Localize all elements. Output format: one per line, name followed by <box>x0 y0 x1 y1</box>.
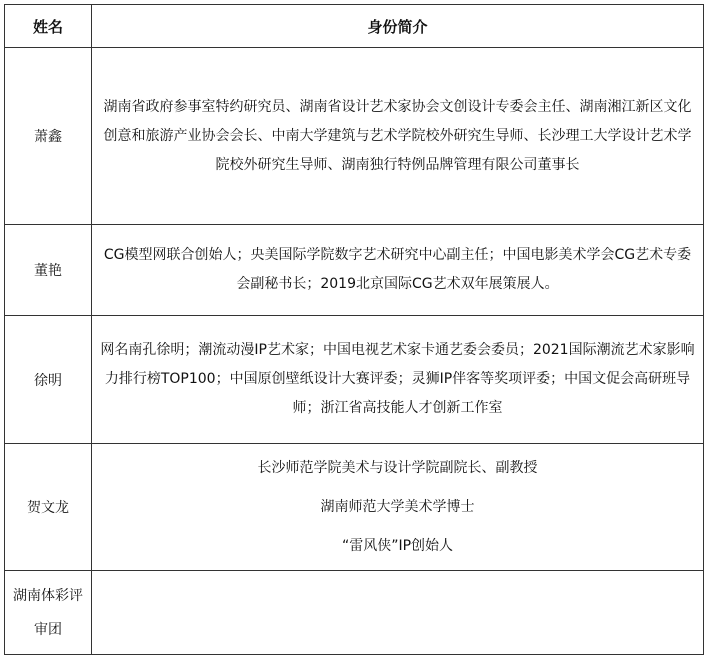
table-header-row <box>5 5 704 48</box>
table-row <box>5 571 704 655</box>
jury-table <box>4 4 704 655</box>
member-bio: 网名南孔徐明；潮流动漫IP艺术家；中国电视艺术家卡通艺委会委员；2021国际潮流艺术家影响力排行榜TOP100；中国原创壁纸设计大赛评委；灵狮IP伴客等奖项评委；中国文促会高研班导师；浙江省高技能人才创新工作室 <box>92 316 704 444</box>
member-bio <box>92 444 704 571</box>
member-bio: CG模型网联合创始人；央美国际学院数字艺术研究中心副主任；中国电影美术学会CG艺术专委会副秘书长；2019北京国际CG艺术双年展策展人。 <box>92 225 704 316</box>
member-bio: 湖南省政府参事室特约研究员、湖南省设计艺术家协会文创设计专委会主任、湖南湘江新区文化创意和旅游产业协会会长、中南大学建筑与艺术学院校外研究生导师、长沙理工大学设计艺术学院校外研究生导师、湖南独行特例品牌管理有限公司董事长 <box>92 48 704 225</box>
header-name: 姓名 <box>5 5 92 48</box>
member-name: 湖南体彩评审团 <box>5 571 92 655</box>
member-name: 徐明 <box>5 316 92 444</box>
table-row <box>5 316 704 444</box>
member-bio <box>92 571 704 655</box>
bio-line: “雷风侠”IP创始人 <box>341 537 454 554</box>
member-name: 萧鑫 <box>5 48 92 225</box>
member-name: 贺文龙 <box>5 444 92 571</box>
header-bio: 身份简介 <box>92 5 704 48</box>
bio-line: 湖南师范大学美术学博士 <box>320 498 475 515</box>
table-row <box>5 444 704 571</box>
table-row <box>5 48 704 225</box>
member-name: 董艳 <box>5 225 92 316</box>
table-row <box>5 225 704 316</box>
bio-line: 长沙师范学院美术与设计学院副院长、副教授 <box>257 459 538 476</box>
